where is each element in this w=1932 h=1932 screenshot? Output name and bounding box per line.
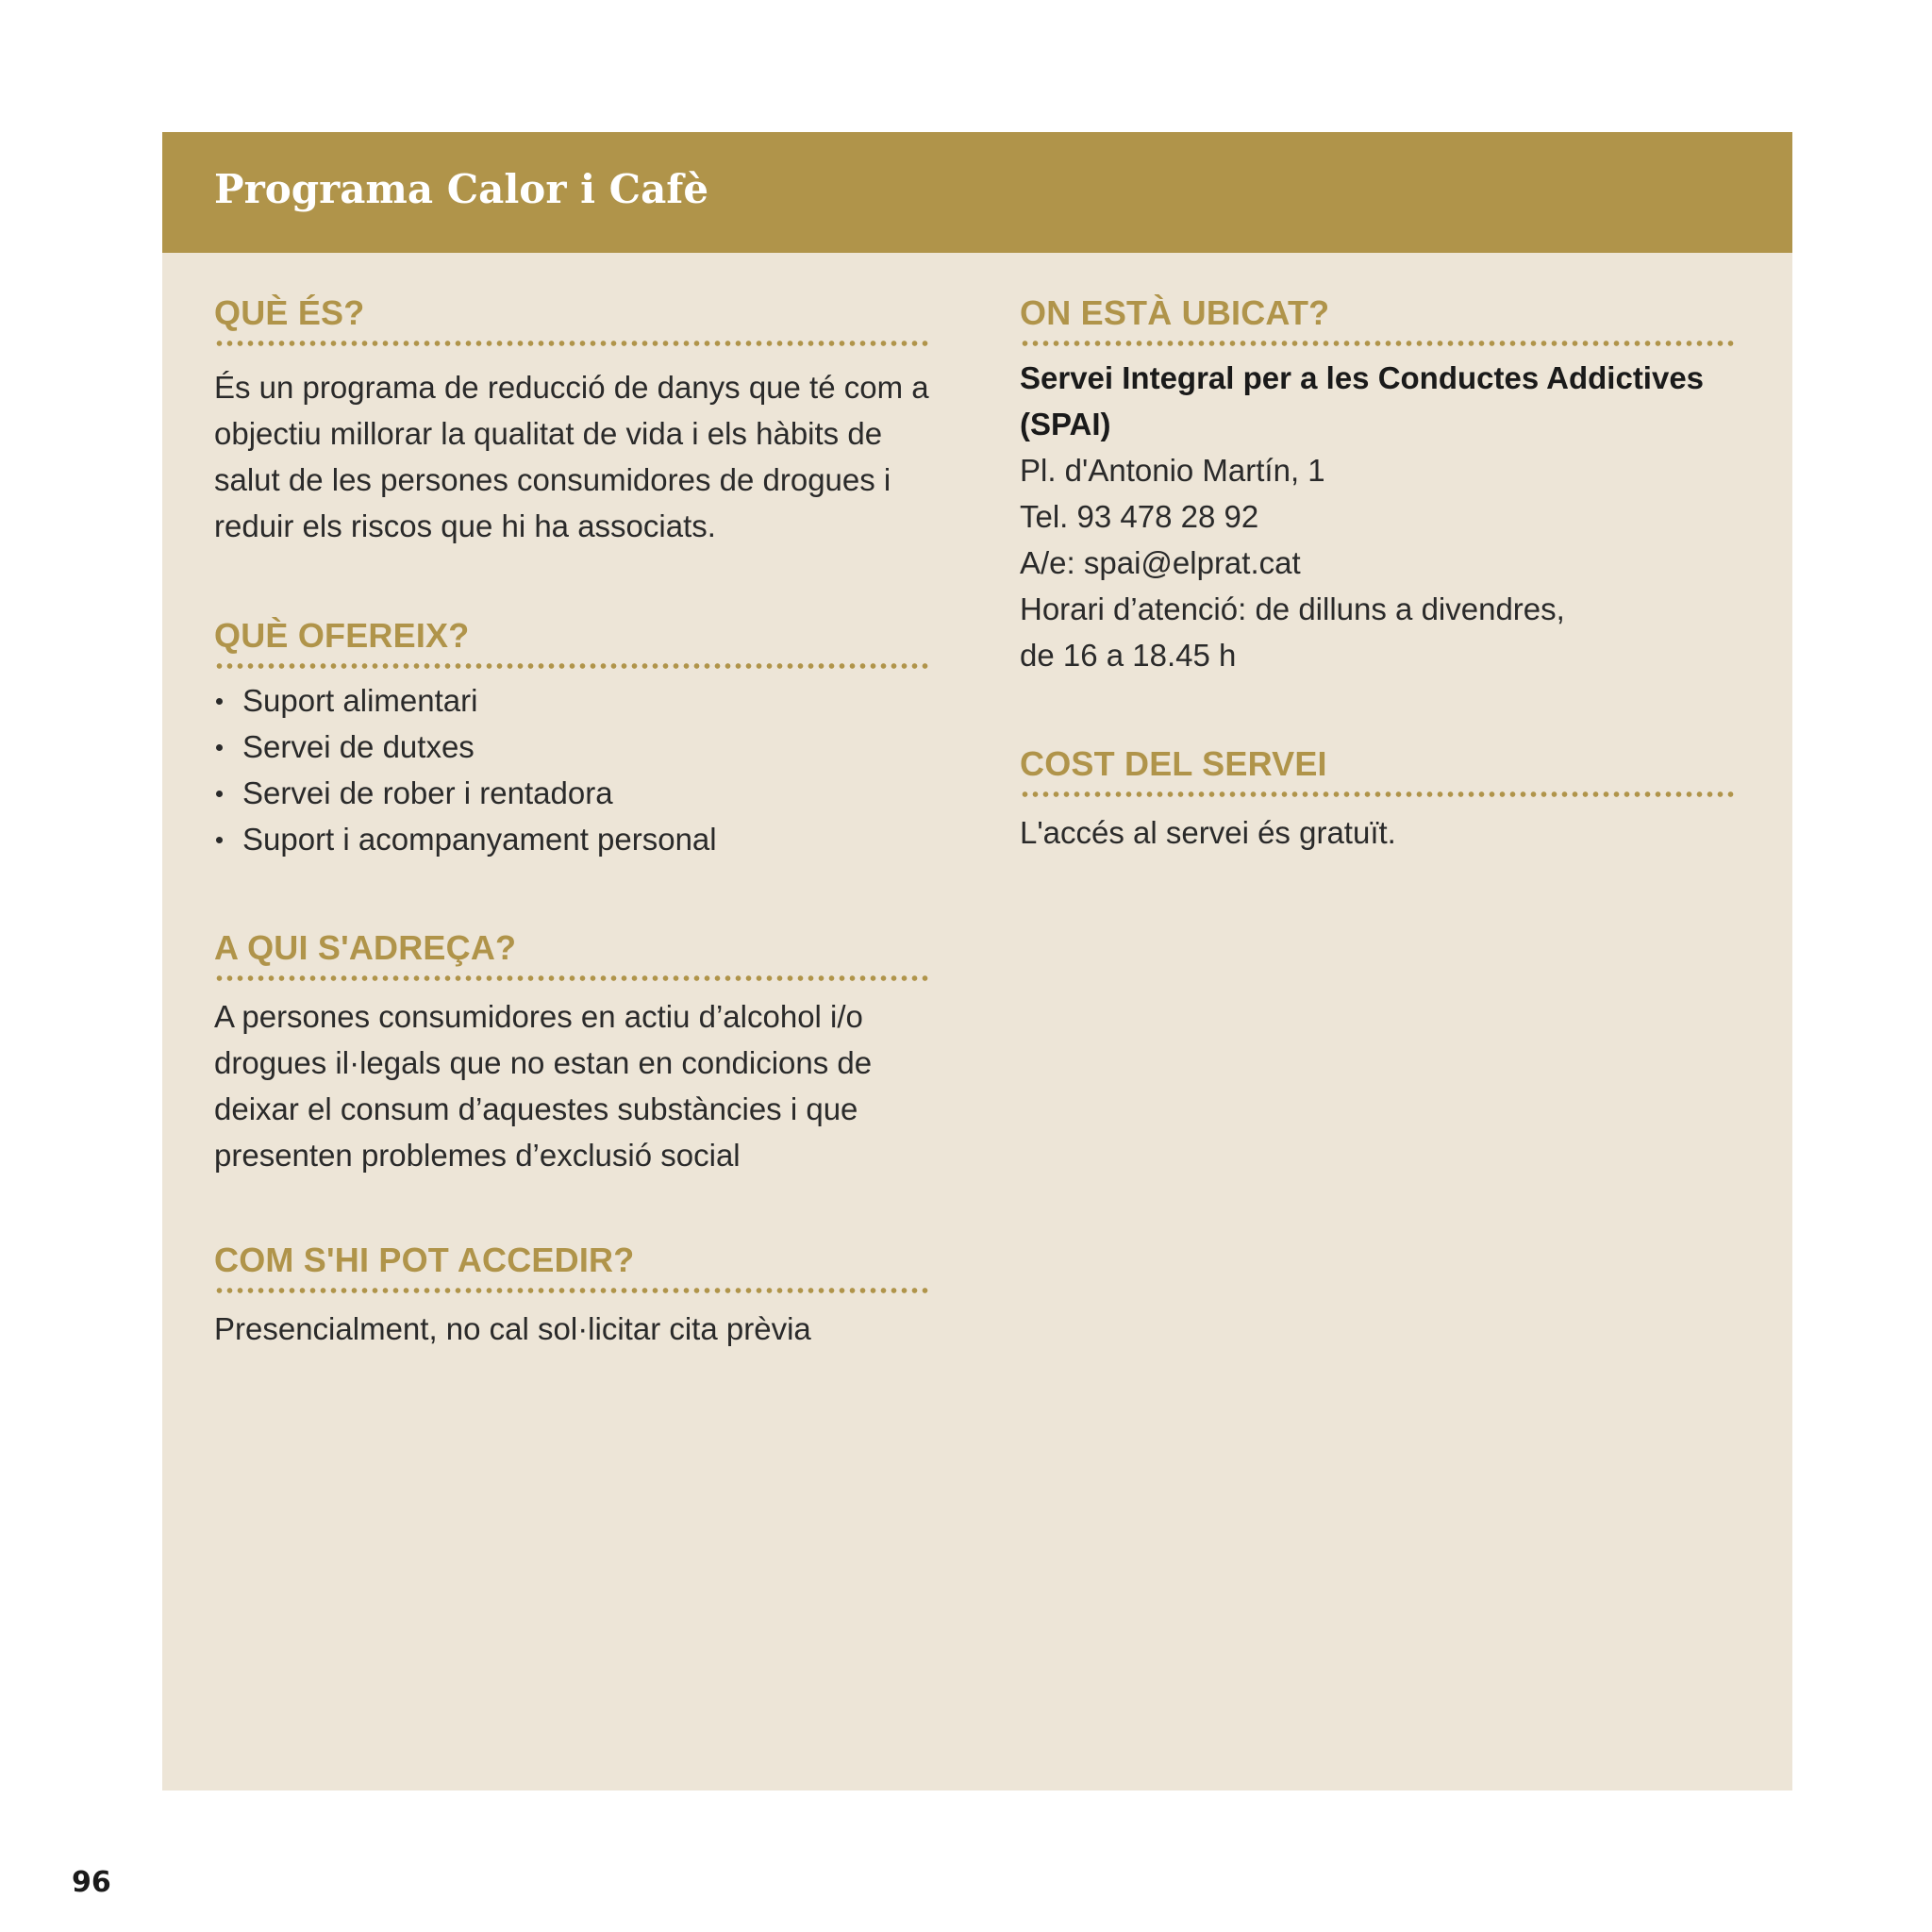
- section-que-es: [214, 292, 931, 549]
- address: Pl. d'Antonio Martín, 1: [1020, 453, 1325, 488]
- dotted-divider: [214, 662, 931, 670]
- page-title: Programa Calor i Cafè: [214, 166, 709, 212]
- section-a-qui: [214, 927, 931, 1178]
- hours-line-1: Horari d’atenció: de dilluns a divendres,: [1020, 591, 1565, 626]
- list-item: Suport alimentari: [214, 677, 931, 724]
- card-header: [162, 132, 1792, 253]
- a-qui-text: A persones consumidores en actiu d’alcohol i/o drogues il·legals que no estan en condicions de deixar el consum d’aquestes substàncies i que presenten problemes d’exclusió social: [214, 999, 873, 1173]
- section-heading-com-accedir: COM S'HI POT ACCEDIR?: [214, 1241, 635, 1279]
- section-heading-que-es: QUÈ ÉS?: [214, 293, 365, 332]
- org-name: Servei Integral per a les Conductes Addictives (SPAI): [1020, 360, 1705, 441]
- cost-text: L'accés al servei és gratuït.: [1020, 815, 1396, 850]
- offer-list: [214, 677, 931, 862]
- list-item: Servei de rober i rentadora: [214, 770, 931, 816]
- dotted-divider: [214, 1287, 931, 1294]
- section-heading-a-qui: A QUI S'ADREÇA?: [214, 928, 517, 967]
- section-heading-cost: COST DEL SERVEI: [1020, 744, 1327, 783]
- section-com-accedir: [214, 1240, 931, 1352]
- dotted-divider: [214, 340, 931, 347]
- com-accedir-text: Presencialment, no cal sol·licitar cita prèvia: [214, 1311, 811, 1346]
- section-heading-que-ofereix: QUÈ OFEREIX?: [214, 616, 470, 655]
- que-es-text: És un programa de reducció de danys que té com a objectiu millorar la qualitat de vida i els hàbits de salut de les persones consumidores de drogues i reduir els riscos que hi ha associats.: [214, 370, 929, 543]
- service-card: [162, 132, 1792, 1790]
- hours-line-2: de 16 a 18.45 h: [1020, 638, 1237, 673]
- section-on-esta: [1020, 292, 1737, 678]
- dotted-divider: [1020, 340, 1737, 347]
- phone: Tel. 93 478 28 92: [1020, 499, 1259, 534]
- section-que-ofereix: [214, 615, 931, 862]
- page-number: 96: [72, 1866, 111, 1899]
- list-item: Servei de dutxes: [214, 724, 931, 770]
- section-heading-on-esta: ON ESTÀ UBICAT?: [1020, 293, 1330, 332]
- dotted-divider: [214, 974, 931, 982]
- section-cost: [1020, 743, 1737, 856]
- email: A/e: spai@elprat.cat: [1020, 545, 1301, 580]
- dotted-divider: [1020, 791, 1737, 798]
- list-item: Suport i acompanyament personal: [214, 816, 931, 862]
